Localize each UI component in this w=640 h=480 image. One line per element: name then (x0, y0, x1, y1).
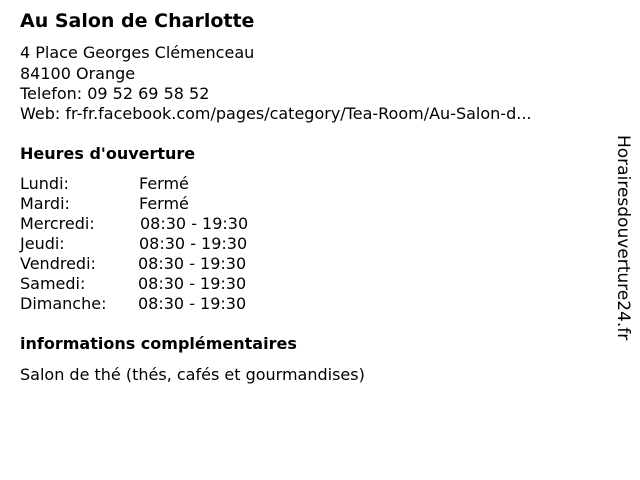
hours-time: 08:30 - 19:30 (138, 274, 247, 293)
hours-day: Jeudi: (20, 234, 65, 253)
hours-time: 08:30 - 19:30 (138, 254, 247, 273)
address-line-street: 4 Place Georges Clémenceau (20, 43, 255, 62)
web-line (20, 104, 532, 124)
opening-hours-heading: Heures d'ouverture (20, 144, 196, 163)
watermark-container (613, 135, 633, 375)
phone-line (20, 84, 209, 104)
hours-time: 08:30 - 19:30 (139, 234, 248, 253)
hours-day: Mardi: (20, 194, 70, 213)
hours-day: Dimanche: (20, 294, 107, 313)
phone-number[interactable]: 09 52 69 58 52 (87, 84, 210, 103)
web-label: Web: (20, 104, 61, 123)
hours-time: 08:30 - 19:30 (140, 214, 249, 233)
site-watermark[interactable]: Horairesdouverture24.fr (613, 135, 633, 341)
phone-label: Telefon: (20, 84, 83, 103)
hours-time: 08:30 - 19:30 (138, 294, 247, 313)
hours-day: Lundi: (20, 174, 69, 193)
hours-time: Fermé (139, 194, 189, 213)
business-name: Au Salon de Charlotte (20, 10, 255, 32)
hours-time: Fermé (139, 174, 189, 193)
additional-info-text: Salon de thé (thés, cafés et gourmandises) (20, 365, 365, 384)
additional-info-heading: informations complémentaires (20, 334, 297, 353)
hours-day: Samedi: (20, 274, 86, 293)
web-link[interactable]: fr-fr.facebook.com/pages/category/Tea-Room/Au-Salon-d... (65, 104, 532, 123)
address-line-city: 84100 Orange (20, 64, 136, 83)
hours-day: Mercredi: (20, 214, 95, 233)
hours-day: Vendredi: (20, 254, 96, 273)
